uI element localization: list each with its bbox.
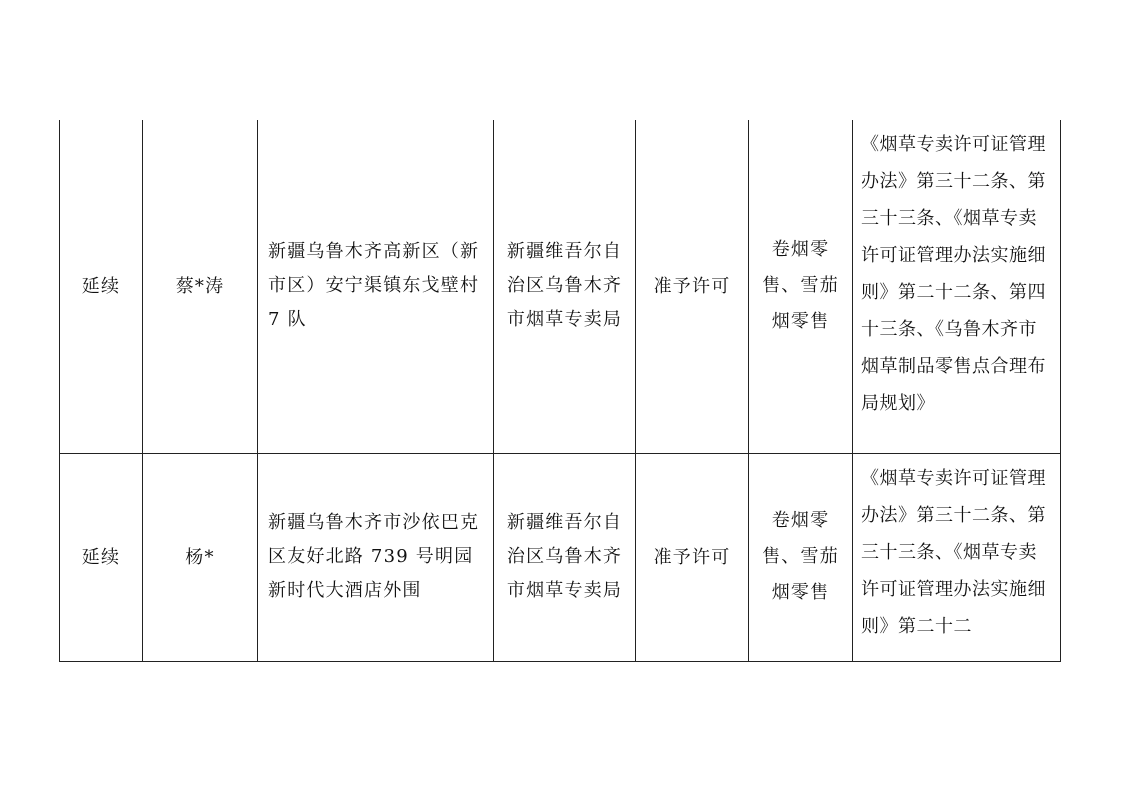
authority-cell: 新疆维吾尔自治区乌鲁木齐市烟草专卖局 — [494, 453, 636, 661]
scope-cell: 卷烟零售、雪茄烟零售 — [749, 120, 853, 453]
decision-cell: 准予许可 — [636, 453, 749, 661]
authority-cell: 新疆维吾尔自治区乌鲁木齐市烟草专卖局 — [494, 120, 636, 453]
type-cell: 延续 — [60, 453, 143, 661]
type-cell: 延续 — [60, 120, 143, 453]
table-row — [60, 120, 1061, 453]
permit-table — [59, 120, 1061, 662]
legal-basis-cell: 《烟草专卖许可证管理办法》第三十二条、第三十三条、《烟草专卖许可证管理办法实施细则》第二十二条、第四十三条、《乌鲁木齐市烟草制品零售点合理布局规划》 — [853, 120, 1061, 453]
name-cell: 蔡*涛 — [143, 120, 258, 453]
address-cell: 新疆乌鲁木齐市沙依巴克区友好北路 739 号明园新时代大酒店外围 — [258, 453, 494, 661]
table-row — [60, 453, 1061, 661]
permit-table-container — [59, 120, 1061, 662]
scope-cell: 卷烟零售、雪茄烟零售 — [749, 453, 853, 661]
address-cell: 新疆乌鲁木齐高新区（新市区）安宁渠镇东戈壁村 7 队 — [258, 120, 494, 453]
decision-cell: 准予许可 — [636, 120, 749, 453]
legal-basis-cell: 《烟草专卖许可证管理办法》第三十二条、第三十三条、《烟草专卖许可证管理办法实施细则》第二十二 — [853, 453, 1061, 661]
name-cell: 杨* — [143, 453, 258, 661]
